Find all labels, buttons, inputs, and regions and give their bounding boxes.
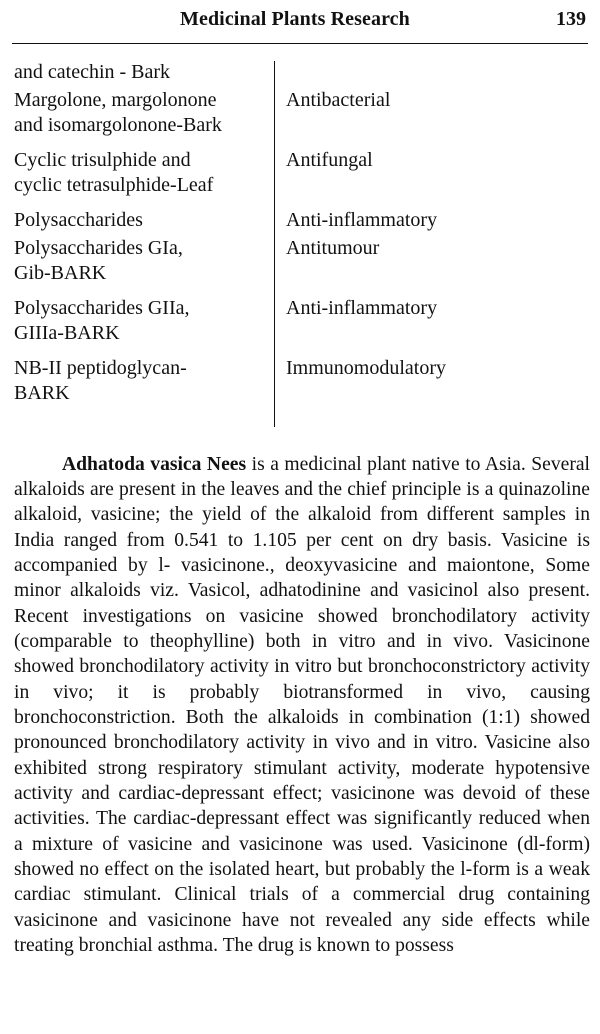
body-paragraph [14,452,590,959]
compound-cell: NB-II peptidoglycan- BARK [14,357,187,404]
compound-cell: Cyclic trisulphide and cyclic tetrasulphide-Leaf [14,149,214,196]
table-row [14,208,574,236]
compound-cell: and catechin - Bark [14,61,171,83]
table-row [14,60,574,88]
compound-cell: Margolone, margolonone and isomargolonone-Bark [14,89,222,136]
activity-cell: Immunomodulatory [286,357,446,379]
compound-cell: Polysaccharides GIa, Gib-BARK [14,237,183,284]
activity-cell: Antibacterial [286,89,391,111]
activity-cell: Anti-inflammatory [286,209,438,231]
page-number: 139 [556,8,586,30]
table-row [14,296,574,356]
paragraph-text: is a medicinal plant native to Asia. Several alkaloids are present in the leaves and the chief principle is a quinazoline alkaloid, vasicine; the yield of the alkaloid from different samples in India ranged from 0.541 to 1.105 per cent on dry basis. Vasicine is accompanied by l- vasicinone., deoxyvasicine and maiontone, Some minor alkaloids viz. Vasicol, adhatodinine and vasicinol also present. Recent investigations on vasicine showed bronchodilatory activity (comparable to theophylline) both in vitro and in vivo. Vasicinone showed bronchodilatory activity in vitro but bronchoconstrictory activity in vivo; it is probably biotransformed in vivo, causing bronchoconstriction. Both the alkaloids in combination (1:1) showed pronounced bronchodilatory activity in vivo and in vitro. Vasicine also exhibited strong respiratory stimulant activity, moderate hypotensive activity and cardiac-depressant effect; vasicinone was devoid of these activities. The cardiac-depressant effect was significantly reduced when a mixture of vasicine and vasicinone was used. Vasicinone (dl-form) showed no effect on the isolated heart, but probably the l-form is a weak cardiac stimulant. Clinical trials of a commercial drug containing vasicinone and vasicinone have not revealed any side effects while treating bronchial asthma. The drug is known to possess [14,453,590,957]
table-row [14,88,574,148]
table-row [14,356,574,410]
plant-name: Adhatoda vasica Nees [62,453,247,475]
table-row [14,236,574,296]
activity-cell: Antifungal [286,149,373,171]
constituents-activity-table [14,60,574,410]
compound-cell: Polysaccharides GIIa, GIIIa-BARK [14,297,190,344]
page-header [12,8,588,36]
activity-cell: Antitumour [286,237,380,259]
table-row [14,148,574,208]
activity-cell: Anti-inflammatory [286,297,438,319]
header-rule [12,43,588,44]
compound-cell: Polysaccharides [14,209,143,231]
running-title: Medicinal Plants Research [180,8,410,30]
